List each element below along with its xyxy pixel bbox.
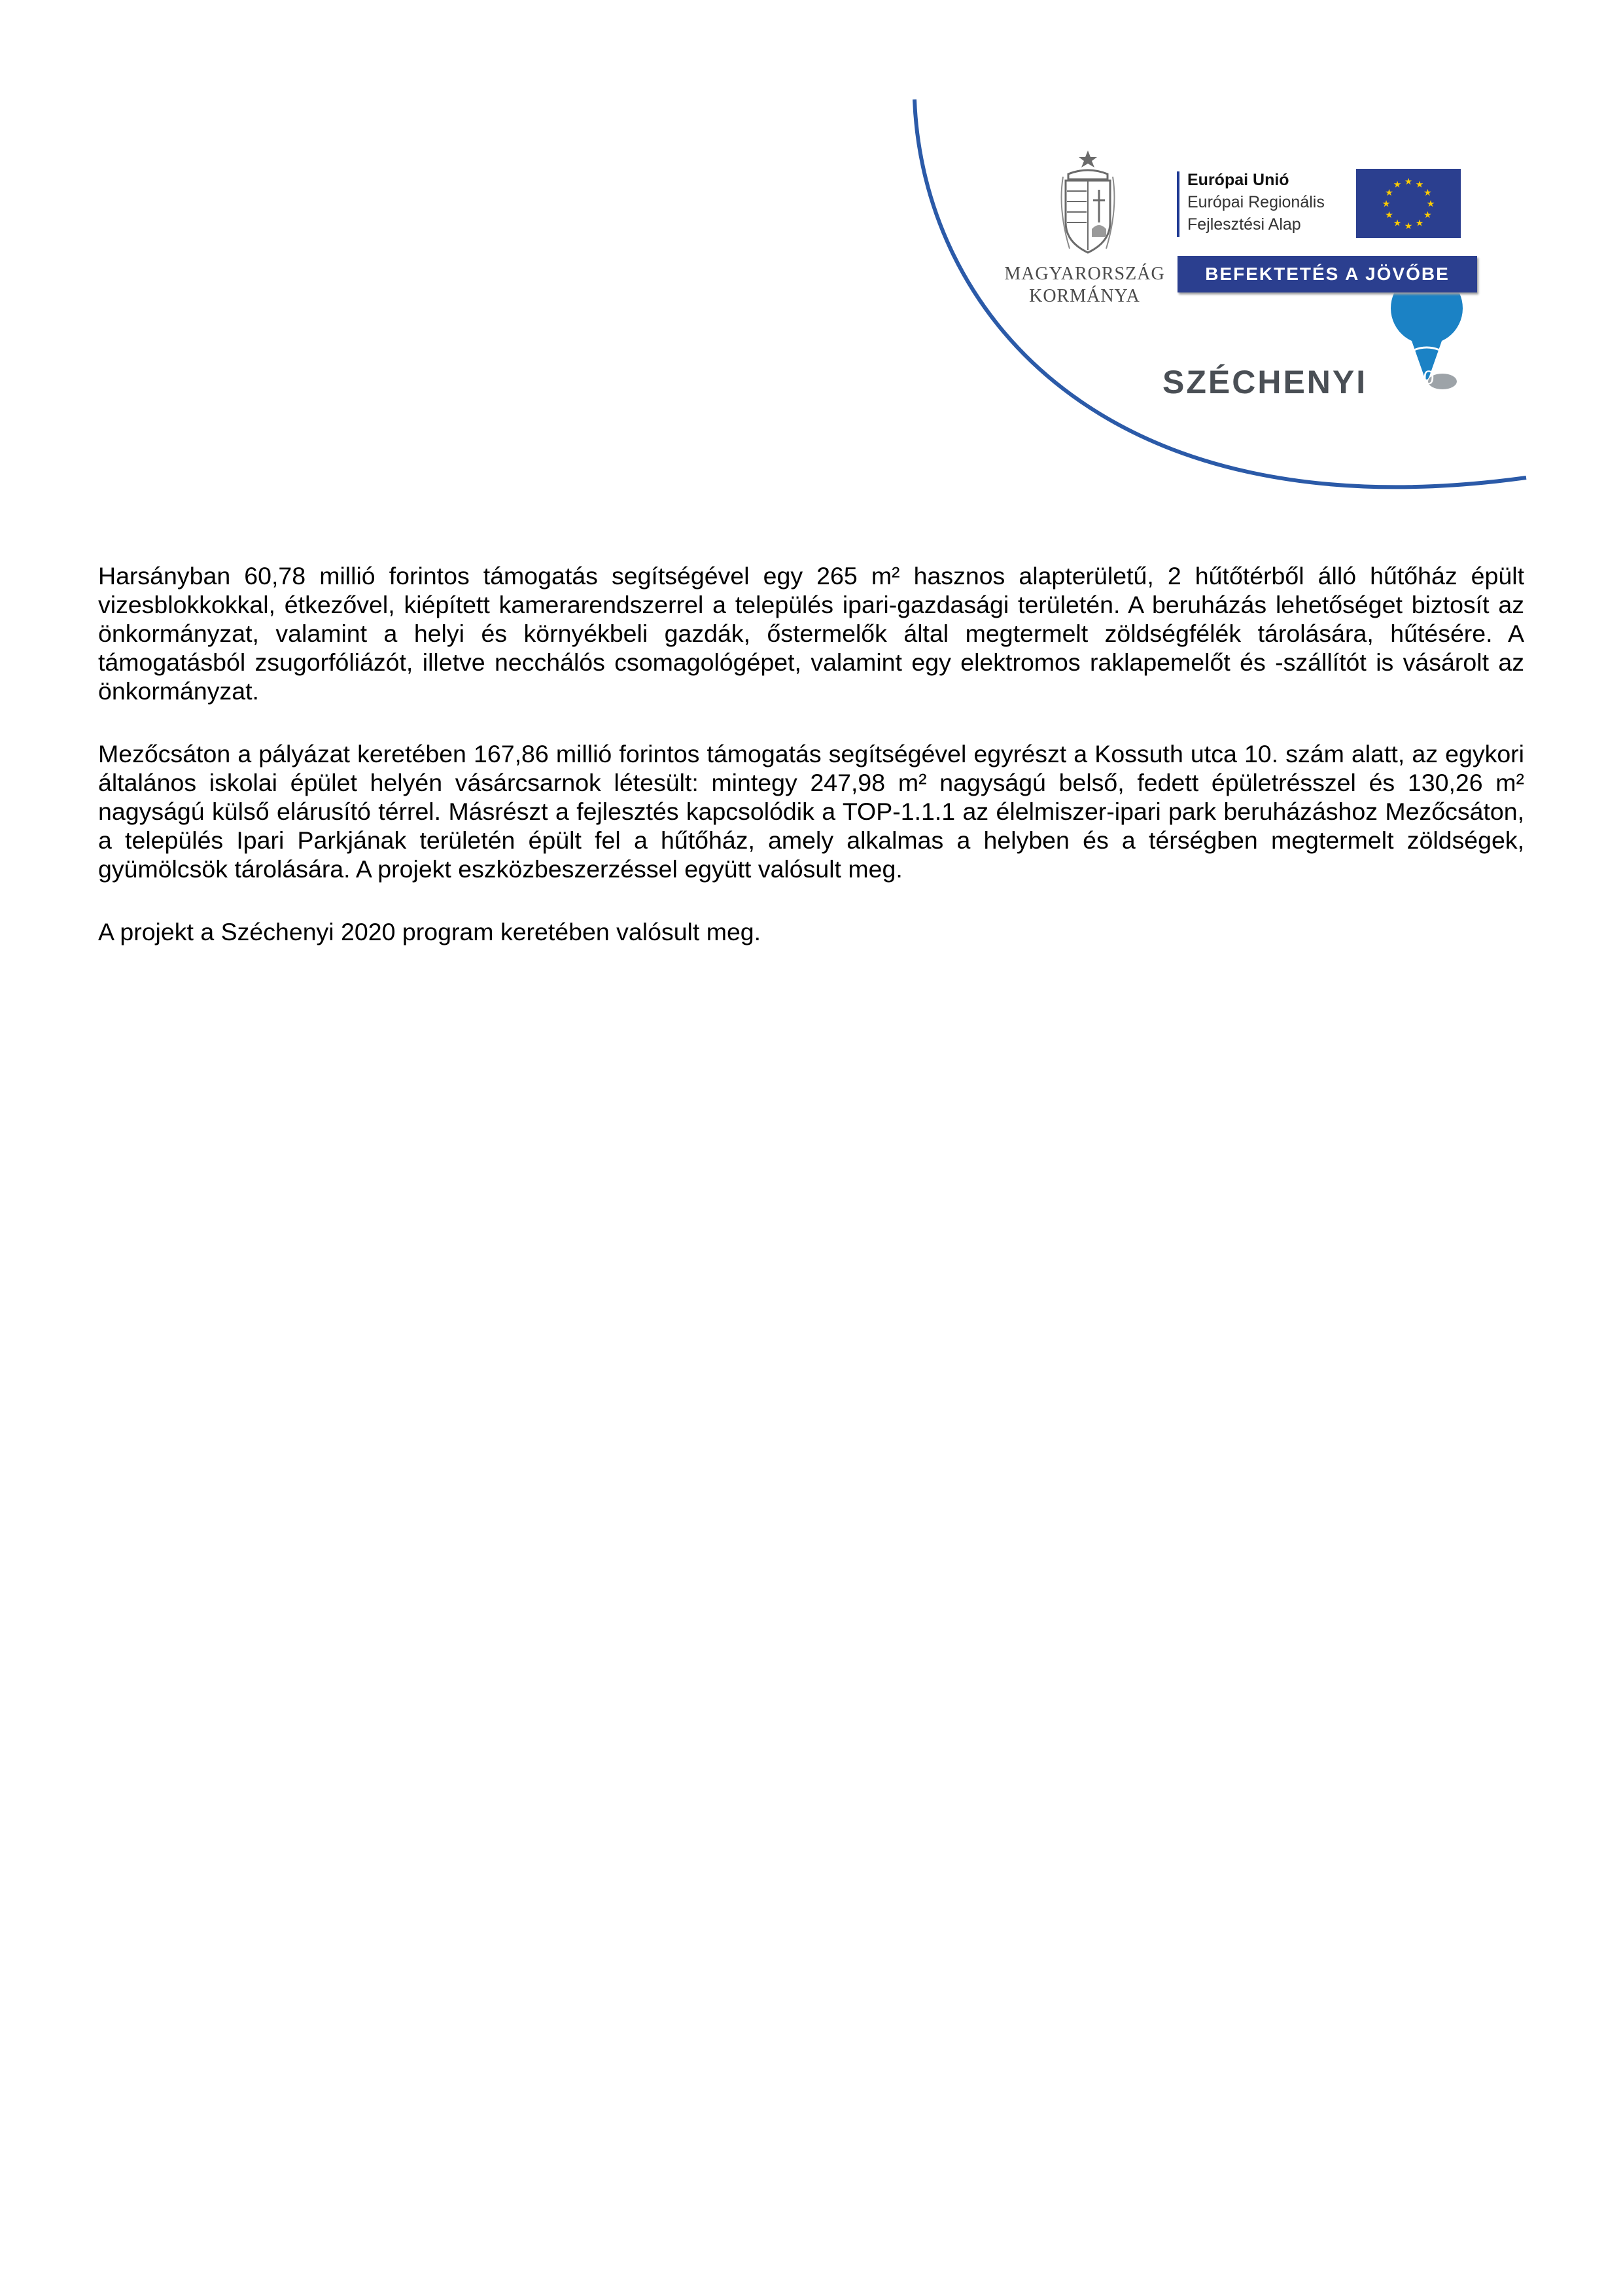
eu-text-block xyxy=(1187,169,1325,236)
funding-logo-block xyxy=(850,92,1623,537)
szechenyi-year: 2020 xyxy=(1390,367,1435,389)
eu-star-icon: ★ xyxy=(1382,199,1391,209)
eu-star-icon: ★ xyxy=(1385,188,1393,198)
eu-star-icon: ★ xyxy=(1415,179,1424,190)
paragraph-harsany: Harsányban 60,78 millió forintos támogatás segítségével egy 265 m² hasznos alapterületű, 2 hűtőtérből álló hűtőház épült vizesblokkokkal, étkezővel, kiépített kamerarendszerrel a település ipari-gazdasági területén. A beruházás lehetőséget biztosít az önkormányzat, valamint a helyi és környékbeli gazdák, őstermelők által megtermelt zöldségfélék tárolására, hűtésére. A támogatásból zsugorfóliázót, illetve necchálós csomagológépet, valamint egy elektromos raklapemelőt és -szállítót is vásárolt az önkormányzat. xyxy=(98,562,1524,705)
coat-of-arms-icon xyxy=(1062,150,1115,253)
government-line-2: KORMÁNYA xyxy=(1029,286,1140,306)
szechenyi-pin-icon xyxy=(1380,272,1463,413)
eu-star-icon: ★ xyxy=(1423,188,1432,198)
eu-star-icon: ★ xyxy=(1415,218,1424,229)
eu-star-icon: ★ xyxy=(1404,177,1413,187)
eu-star-icon: ★ xyxy=(1393,218,1402,229)
eu-subtitle-2: Fejlesztési Alap xyxy=(1187,215,1301,234)
eu-star-icon: ★ xyxy=(1404,221,1413,232)
eu-star-icon: ★ xyxy=(1426,199,1435,209)
szechenyi-wordmark: SZÉCHENYI xyxy=(1162,364,1368,400)
paragraph-mezocsat: Mezőcsáton a pályázat keretében 167,86 millió forintos támogatás segítségével egyrészt a Kossuth utca 10. szám alatt, az egykori általános iskolai épület helyén vásárcsarnok létesült: mintegy 247,98 m² nagyságú belső, fedett épületrésszel és 130,26 m² nagyságú külső elárusító térrel. Másrészt a fejlesztés kapcsolódik a TOP-1.1.1 az élelmiszer-ipari park beruházáshoz Mezőcsáton, a település Ipari Parkjának területén épült fel a hűtőház, amely alkalmas a helyben és a térségben megtermelt zöldségek, gyümölcsök tárolására. A projekt eszközbeszerzéssel együtt valósult meg. xyxy=(98,740,1524,883)
eu-star-icon: ★ xyxy=(1423,210,1432,221)
eu-flag-icon xyxy=(1356,169,1461,238)
paragraph-closing: A projekt a Széchenyi 2020 program keretében valósult meg. xyxy=(98,918,761,945)
eu-star-icon: ★ xyxy=(1393,179,1402,190)
document-body xyxy=(98,561,1524,980)
eu-title: Európai Unió xyxy=(1187,171,1289,189)
hungarian-government-text xyxy=(1000,263,1170,308)
eu-star-icon: ★ xyxy=(1385,210,1393,221)
government-line-1: MAGYARORSZÁG xyxy=(1004,264,1165,284)
investment-banner: BEFEKTETÉS A JÖVŐBE xyxy=(1178,256,1477,292)
logo-graphics xyxy=(850,92,1623,537)
eu-subtitle-1: Európai Regionális xyxy=(1187,193,1325,211)
